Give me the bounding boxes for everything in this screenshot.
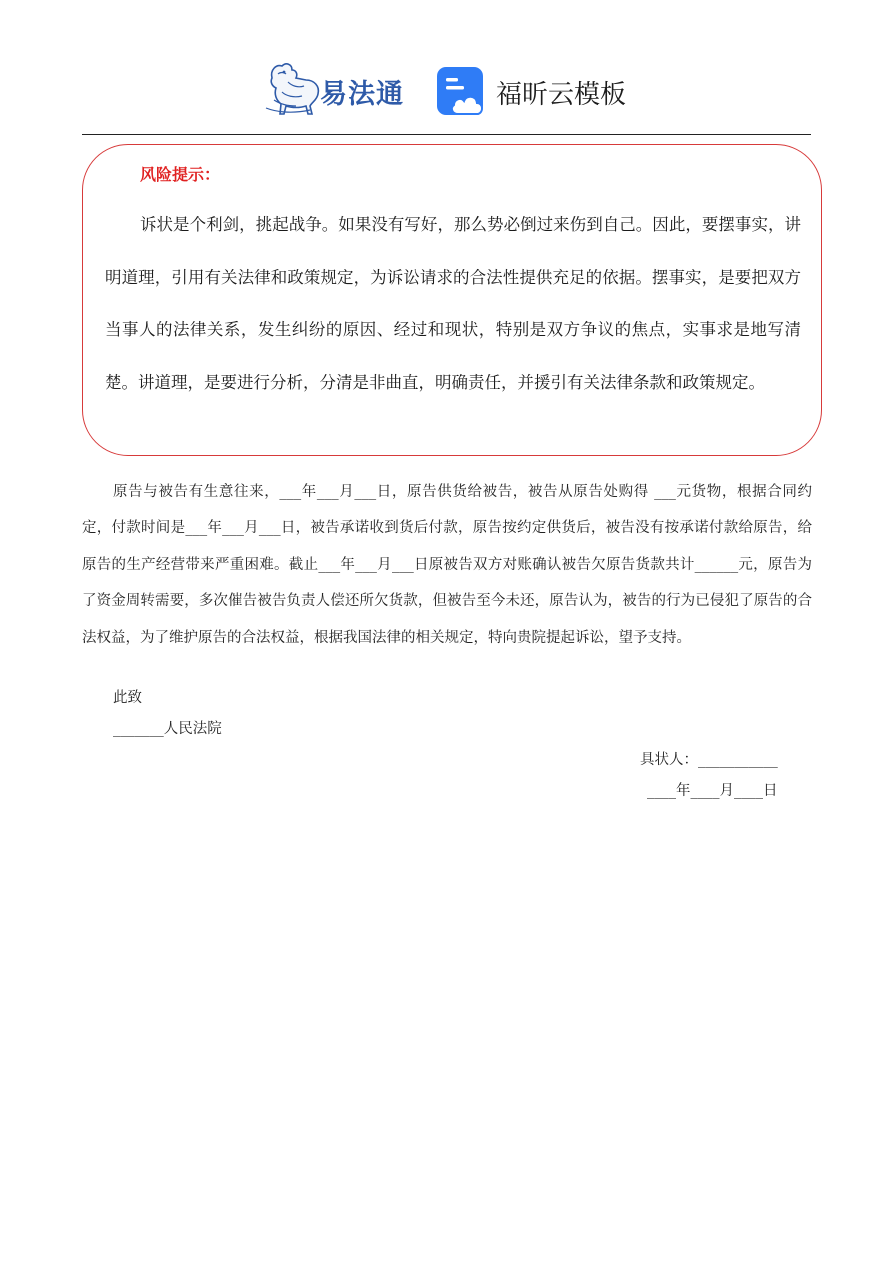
yifatong-logo — [262, 60, 412, 118]
risk-notice-body: 诉状是个利剑，挑起战争。如果没有写好，那么势必倒过来伤到自己。因此，要摆事实，讲明道理，引用有关法律和政策规定，为诉讼请求的合法性提供充足的依据。摆事实，是要把双方当事人的法律关系，发生纠纷的原因、经过和现状，特别是双方争议的焦点，实事求是地写清楚。讲道理，是要进行分析，分清是非曲直，明确责任，并援引有关法律条款和政策规定。 — [105, 215, 801, 392]
salutation: 此致 — [113, 690, 142, 706]
risk-notice-box — [82, 144, 822, 456]
complaint-body: 原告与被告有生意往来，___年___月___日，原告供货给被告，被告从原告处购得 ___元货物，根据合同约定，付款时间是___年___月___日，被告承诺收到货后付款，原告按约定供货后，被告没有按承诺付款给原告，给原告的生产经营带来严重困难。截止___年___月___日原被告双方对账确认被告欠原告货款共计______元，原告为了资金周转需要，多次催告被告负责人偿还所欠货款，但被告至今未还，原告认为，被告的行为已侵犯了原告的合法权益，为了维护原告的合法权益，根据我国法律的相关规定，特向贵院提起诉讼，望予支持。 — [82, 484, 812, 646]
page-header — [0, 58, 893, 122]
cloud-doc-icon — [436, 66, 488, 118]
signature-date: ____年____月____日 — [647, 783, 778, 799]
fuxin-logo — [436, 66, 636, 118]
signer-line: 具状人：___________ — [640, 752, 778, 768]
qilin-icon — [262, 60, 324, 118]
header-divider — [82, 134, 811, 135]
yifatong-logo-text: 易法通 — [320, 79, 404, 110]
fuxin-logo-text: 福昕云模板 — [496, 80, 627, 110]
court-recipient: _______人民法院 — [113, 721, 222, 737]
risk-notice-title: 风险提示： — [140, 165, 221, 184]
